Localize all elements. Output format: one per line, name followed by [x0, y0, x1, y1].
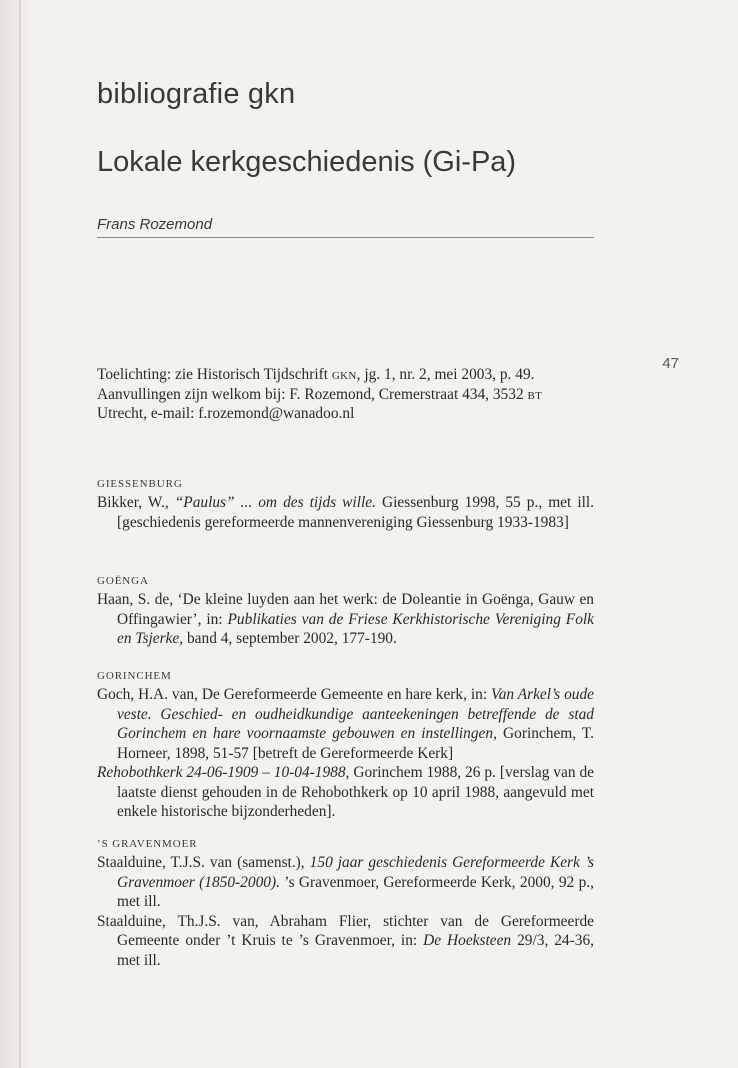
entry-title: 150 jaar geschiedenis Gereformeerde Kerk ’s Gravenmoer (1850-2000). [117, 854, 595, 891]
entry-title: Publikaties van de Friese Kerkhistorische Vereniging Folk en Tsjerke, [117, 610, 595, 647]
book-gutter [0, 0, 36, 1068]
author-line: Frans Rozemond [97, 216, 594, 238]
intro-gkn-abbr: gkn [331, 366, 357, 383]
gutter-fold-line [19, 0, 21, 1068]
bibliography-entry [97, 685, 594, 763]
bibliography-entry [97, 590, 594, 649]
entry-author: Staalduine, T.J.S. van (samenst.), [97, 854, 310, 871]
entry-details: Gorinchem 1988, 26 p. [verslag van de laatste dienst gehouden in de Rehobothkerk op 10 april 1988, aangevuld met enkele historische bijzonderheden]. [117, 764, 594, 820]
entry-title: Rehobothkerk 24-06-1909 – 10-04-1988, [97, 764, 350, 781]
entry-title: Van Arkel’s oude veste. Geschied- en oudheidkundige aanteekeningen betreffende de stad Gorinchem en hare voornaamste gebouwen en instellingen, [117, 686, 594, 742]
intro-text-2: , jg. 1, nr. 2, mei 2003, p. 49. Aanvullingen zijn welkom bij: F. Rozemond, Cremerstraat 434, 3532 [97, 366, 535, 403]
place-heading: GOËNGA [97, 575, 149, 587]
entry-details: Giessenburg 1998, 55 p., met ill. [geschiedenis gereformeerde mannenvereniging Giessenburg 1933-1983] [117, 494, 594, 531]
entry-details: Gorinchem, T. Horneer, 1898, 51-57 [betreft de Gereformeerde Kerk] [117, 725, 594, 762]
place-heading: GORINCHEM [97, 670, 172, 682]
section-goenga [97, 575, 594, 649]
place-heading: ’S GRAVENMOER [97, 838, 198, 850]
section-gorinchem [97, 670, 594, 822]
intro-text-3: Utrecht, e-mail: f.rozemond@wanadoo.nl [97, 405, 355, 422]
intro-postcode-bt: bt [527, 385, 543, 403]
entry-title: De Hoeksteen [423, 932, 512, 949]
entry-author: Staalduine, Th.J.S. van, Abraham Flier, stichter van de Gereformeerde Gemeente onder ’t Kruis te ’s Gravenmoer, in: [97, 912, 594, 949]
series-heading: bibliografie gkn [97, 78, 296, 110]
entry-author: Bikker, W., [97, 494, 175, 511]
entry-author: Goch, H.A. van, De Gereformeerde Gemeente en hare kerk, in: [97, 686, 492, 703]
entry-details: ’s Gravenmoer, Gereformeerde Kerk, 2000, 92 p., met ill. [117, 873, 594, 910]
section-giessenburg [97, 478, 594, 532]
entry-details: 29/3, 24-36, met ill. [117, 932, 594, 969]
place-heading: GIESSENBURG [97, 478, 183, 490]
bibliography-entry [97, 912, 594, 971]
entry-details: band 4, september 2002, 177-190. [183, 630, 397, 647]
page-title: Lokale kerkgeschiedenis (Gi-Pa) [97, 146, 517, 178]
bibliography-entry [97, 763, 594, 822]
entry-author: Haan, S. de, ‘De kleine luyden aan het werk: de Doleantie in Goënga, Gauw en Offingawier’, in: [97, 591, 594, 628]
page-number: 47 [662, 355, 679, 372]
intro-text-1: Toelichting: zie Historisch Tijdschrift [97, 366, 332, 383]
entry-title: “Paulus” ... om des tijds wille. [174, 494, 376, 511]
intro-paragraph [97, 365, 594, 424]
bibliography-entry [97, 853, 594, 912]
bibliography-entry [97, 493, 594, 532]
section-s-gravenmoer [97, 838, 594, 970]
